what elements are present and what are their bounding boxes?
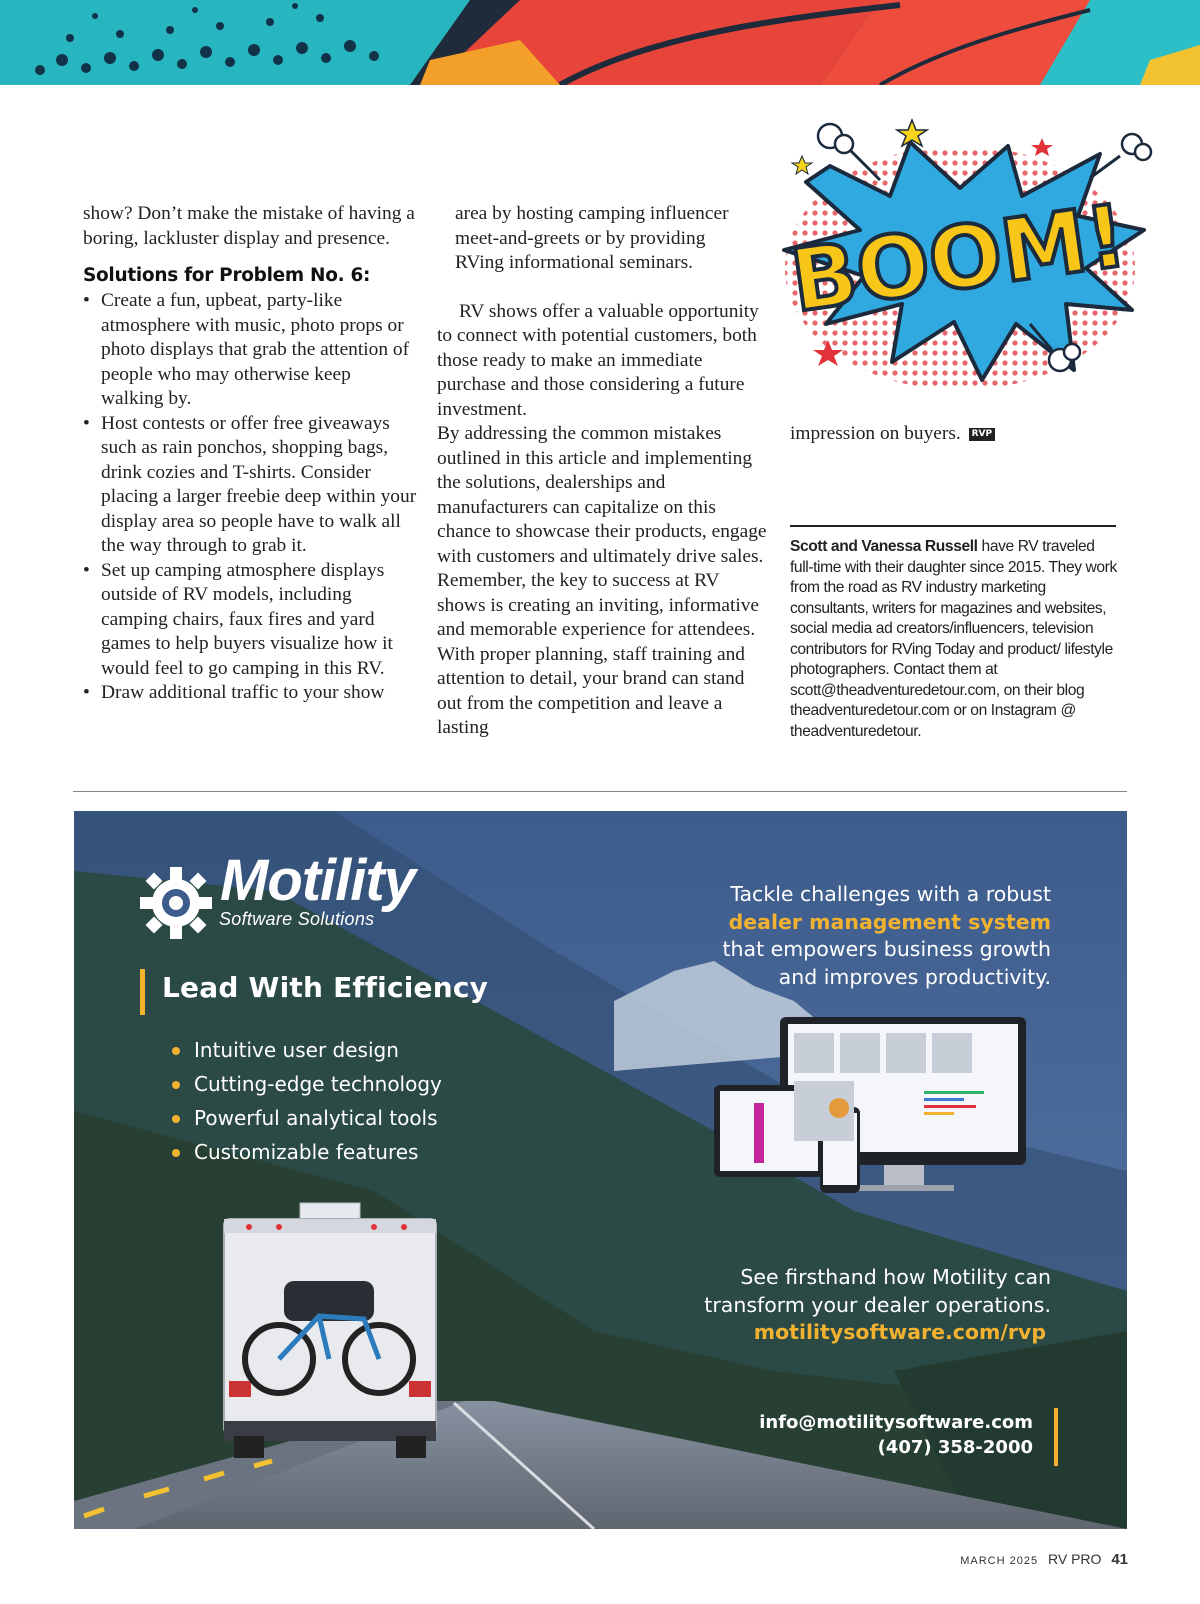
list-item-continuation: area by hosting camping influencer meet-and-greets or by providing RVing informational seminars. <box>455 203 729 273</box>
motility-advertisement <box>74 811 1127 1529</box>
cta-line-1: See firsthand how Motility can <box>740 1265 1051 1289</box>
page-number: 41 <box>1111 1551 1128 1568</box>
tagline-line-3: and improves productivity. <box>778 964 1051 989</box>
article-intro-text: show? Don’t make the mistake of having a boring, lackluster display and presence. <box>83 203 415 249</box>
list-item: Powerful analytical tools <box>172 1101 442 1135</box>
tagline-highlight: dealer management system <box>728 909 1051 934</box>
article-column-3 <box>790 422 1120 447</box>
author-bio-text: have RV traveled full-time with their daughter since 2015. They work from the road as RV industry marketing consultants, writers for magazines and websites, social media ad creators/influencers, television contributors for RVing Today and product/ lifestyle photographers. Contact them at scott@theadventuredetour.com, on their blog theadventuredetour.com or on Instagram @ theadventuredetour. <box>790 538 1117 740</box>
list-item: Cutting-edge technology <box>172 1067 442 1101</box>
cta-line-2: transform your dealer operations. <box>704 1292 1051 1317</box>
conclusion-text-1: RV shows offer a valuable opportunity to connect with potential customers, both those ready to make an immediate purchase and those considering a future investment. <box>437 300 759 420</box>
solutions-heading: Solutions for Problem No. 6: <box>83 265 371 286</box>
author-bio <box>790 537 1118 742</box>
rvp-end-mark: RVP <box>969 428 996 441</box>
list-item: • Host contests or offer free giveaways such as rain ponchos, shopping bags, drink cozies and T-shirts. Consider placing a larger freebie deep within your display area so people have to walk all the way through to grab it. <box>83 412 418 559</box>
conclusion-paragraph <box>437 300 767 423</box>
author-names: Scott and Vanessa Russell <box>790 538 978 555</box>
conclusion-text-2: By addressing the common mistakes outlined in this article and implementing the solutions, dealerships and manufacturers can capitalize on this chance to showcase their products, engage with customers and ultimately drive sales. Remember, the key to success at RV shows is creating an inviting, informative and memorable experience for attendees. With proper planning, staff training and attention to detail, your brand can stand out from the competition and leave a lasting <box>437 423 767 738</box>
article-ending <box>790 422 1120 447</box>
bio-divider <box>790 525 1116 527</box>
website-link[interactable]: motilitysoftware.com/rvp <box>753 1320 1046 1344</box>
contact-info <box>759 1411 1033 1460</box>
article-ending-text: impression on buyers. <box>790 423 961 444</box>
list-item: Customizable features <box>172 1135 442 1169</box>
list-item: • Draw additional traffic to your show <box>83 681 418 706</box>
article-column-2 <box>437 202 767 741</box>
tagline-line-1: Tackle challenges with a robust <box>730 882 1051 906</box>
magazine-name: RV PRO <box>1047 1551 1102 1567</box>
brand-name: Motility <box>220 848 415 913</box>
page-folio <box>960 1551 1128 1568</box>
feature-list <box>172 1033 442 1169</box>
issue-date: MARCH 2025 <box>960 1555 1039 1567</box>
gear-logo-icon <box>136 863 216 943</box>
brand-subtitle: Software Solutions <box>219 909 375 929</box>
headline-accent-bar <box>140 969 145 1015</box>
email-link[interactable]: info@motilitysoftware.com <box>759 1412 1033 1433</box>
section-divider <box>73 791 1127 792</box>
boom-graphic <box>760 118 1160 400</box>
tagline-line-2: that empowers business growth <box>722 937 1051 961</box>
boom-text: BOOM! <box>785 186 1133 333</box>
ad-headline: Lead With Efficiency <box>162 971 489 1004</box>
ad-call-to-action <box>631 1264 1051 1347</box>
list-item: Intuitive user design <box>172 1033 442 1067</box>
ad-tagline <box>691 881 1051 991</box>
article-column-1 <box>83 202 418 706</box>
contact-accent-bar <box>1054 1408 1058 1466</box>
solutions-list <box>83 289 418 706</box>
comic-banner <box>0 0 1200 85</box>
list-item: • Create a fun, upbeat, party-like atmosphere with music, photo props or photo displays that grab the attention of people who may otherwise keep walking by. <box>83 289 418 412</box>
phone-number[interactable]: (407) 358-2000 <box>877 1436 1033 1458</box>
list-item: • Set up camping atmosphere displays outside of RV models, including camping chairs, faux fires and yard games to help buyers visualize how it would feel to go camping in this RV. <box>83 559 418 682</box>
